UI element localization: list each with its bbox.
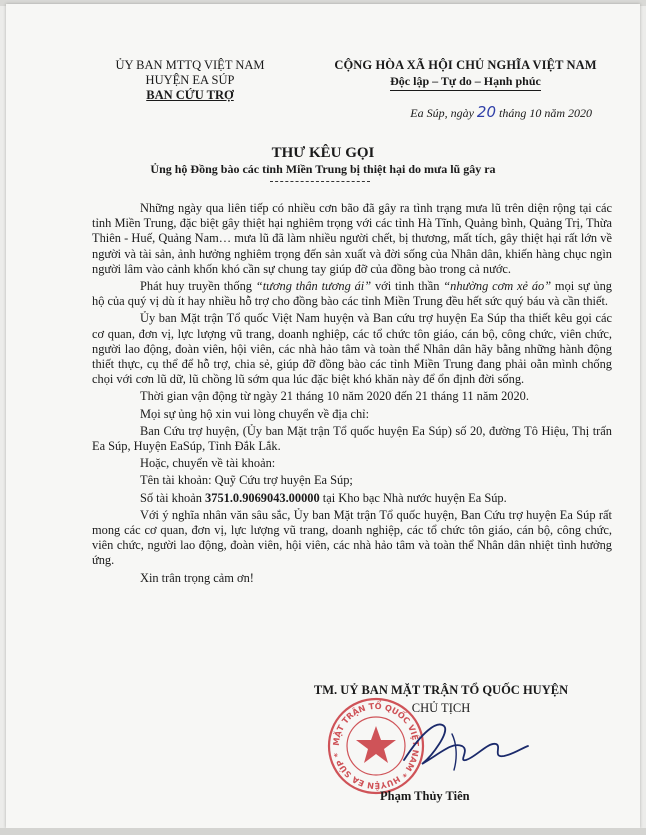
handwritten-signature xyxy=(392,712,532,782)
signatory-title: CHỦ TỊCH xyxy=(411,701,471,715)
title-divider xyxy=(270,181,370,182)
paragraph-account-name: Tên tài khoản: Quỹ Cứu trợ huyện Ea Súp; xyxy=(140,473,353,488)
nation-name: CỘNG HÒA XÃ HỘI CHỦ NGHĨA VIỆT NAM xyxy=(334,58,597,72)
dateline-day-handwritten: 20 xyxy=(476,103,496,121)
account-number-label: Số tài khoản xyxy=(140,490,206,505)
national-motto: Độc lập – Tự do – Hạnh phúc xyxy=(390,74,541,91)
dateline xyxy=(410,103,592,121)
tradition-text-a: Phát huy truyền thống xyxy=(140,279,256,294)
signatory-organization: TM. UỶ BAN MẶT TRẬN TỔ QUỐC HUYỆN xyxy=(313,683,569,697)
tradition-text-c: mọi sự ủng hộ của quý vị dù ít hay nhiều hỗ trợ cho đồng bào các tỉnh Miền Trung đều hết sức quý báu và cần thiết. xyxy=(92,279,612,309)
agency-line-1: ỦY BAN MTTQ VIỆT NAM xyxy=(115,58,265,72)
account-bank: tại Kho bạc Nhà nước huyện Ea Súp. xyxy=(319,490,507,505)
tradition-quote-1: “tương thân tương ái” xyxy=(255,279,372,294)
paragraph-account-intro: Hoặc, chuyển về tài khoản: xyxy=(140,456,276,471)
paragraph-thanks: Xin trân trọng cảm ơn! xyxy=(140,570,254,585)
paragraph-campaign-period: Thời gian vận động từ ngày 21 tháng 10 năm 2020 đến 21 tháng 11 năm 2020. xyxy=(140,389,529,404)
signatory-name: Phạm Thủy Tiên xyxy=(380,789,470,803)
tradition-quote-2: “nhường cơm xẻ áo” xyxy=(443,279,552,294)
account-number: 3751.0.9069043.00000 xyxy=(205,490,320,505)
tradition-text-b: với tinh thần xyxy=(371,279,444,294)
paragraph-intro: Những ngày qua liên tiếp có nhiều cơn bão đã gây ra tình trạng mưa lũ trên diện rộng tại các tỉnh Miền Trung, đặc biệt gây thiệt hại nghiêm trọng với các tỉnh Hà Tĩnh, Quảng bình, Quảng Trị, Thừa Thiên - Huế, Quảng Nam… mưa lũ đã làm nhiều người chết, bị thương, mất tích, gây thiệt hại rất lớn về người và tài sản, ảnh hưởng nghiêm trọng đến sản xuất và đời sống của Nhân dân, khiến hàng chục ngìn người lâm vào cảnh khốn khó cần sự chung tay giúp đỡ của đồng bào trong cả nước. xyxy=(92,201,612,276)
dateline-suffix: tháng 10 năm 2020 xyxy=(496,106,592,120)
agency-line-2: HUYỆN EA SÚP xyxy=(145,73,235,87)
stamp-ring-text: MẶT TRẬN TỔ QUỐC VIỆT NAM * HUYỆN EA SÚP * xyxy=(330,700,422,792)
paragraph-appeal: Ủy ban Mặt trận Tổ quốc Việt Nam huyện và Ban cứu trợ huyện Ea Súp tha thiết kêu gọi các cơ quan, đơn vị, lực lượng vũ trang, doanh nghiệp, các tổ chức tôn giáo, cán bộ, công chức, viên chức, người lao động, đoàn viên, hội viên, các nhà hảo tâm và toàn thể Nhân dân hãy bằng những hành động thiết thực, cụ thể để hỗ trợ, chia sẻ, giúp đỡ đồng bào các tỉnh Miền Trung đang phải oằn mình chống chọi với cơn lũ dữ, lũ chồng lũ sớm qua lúc đặc biệt khó khăn này để ổn định đời sống. xyxy=(92,311,612,387)
letter-body xyxy=(92,201,612,586)
agency-line-3: BAN CỨU TRỢ xyxy=(146,88,234,102)
national-header xyxy=(298,58,633,91)
scan-edge-bottom xyxy=(0,828,646,835)
paragraph-tradition xyxy=(92,279,612,309)
dateline-prefix: Ea Súp, ngày xyxy=(410,106,477,120)
document-title: THƯ KÊU GỌI xyxy=(271,145,375,161)
document-subtitle: Ủng hộ Đồng bào các tỉnh Miền Trung bị thiệt hại do mưa lũ gây ra xyxy=(150,162,496,176)
paragraph-address-intro: Mọi sự ủng hộ xin vui lòng chuyển về địa chỉ: xyxy=(140,406,370,421)
paragraph-address: Ban Cứu trợ huyện, (Ủy ban Mặt trận Tổ quốc huyện Ea Súp) số 20, đường Tô Hiệu, Thị trấn Ea Súp, Huyện EaSúp, Tỉnh Đắk Lắk. xyxy=(92,423,612,454)
issuing-agency-header xyxy=(90,58,290,103)
paragraph-account-number xyxy=(92,491,612,506)
paragraph-closing-appeal: Với ý nghĩa nhân văn sâu sắc, Ủy ban Mặt trận Tổ quốc huyện, Ban Cứu trợ huyện Ea Súp rất mong các cơ quan, đơn vị, lực lượng vũ trang, doanh nghiệp, các tổ chức tôn giáo, cán bộ, công chức, viên chức, người lao động, đoàn viên, hội viên, các nhà hảo tâm và toàn thể Nhân dân nhiệt tình hưởng ứng. xyxy=(92,507,612,568)
